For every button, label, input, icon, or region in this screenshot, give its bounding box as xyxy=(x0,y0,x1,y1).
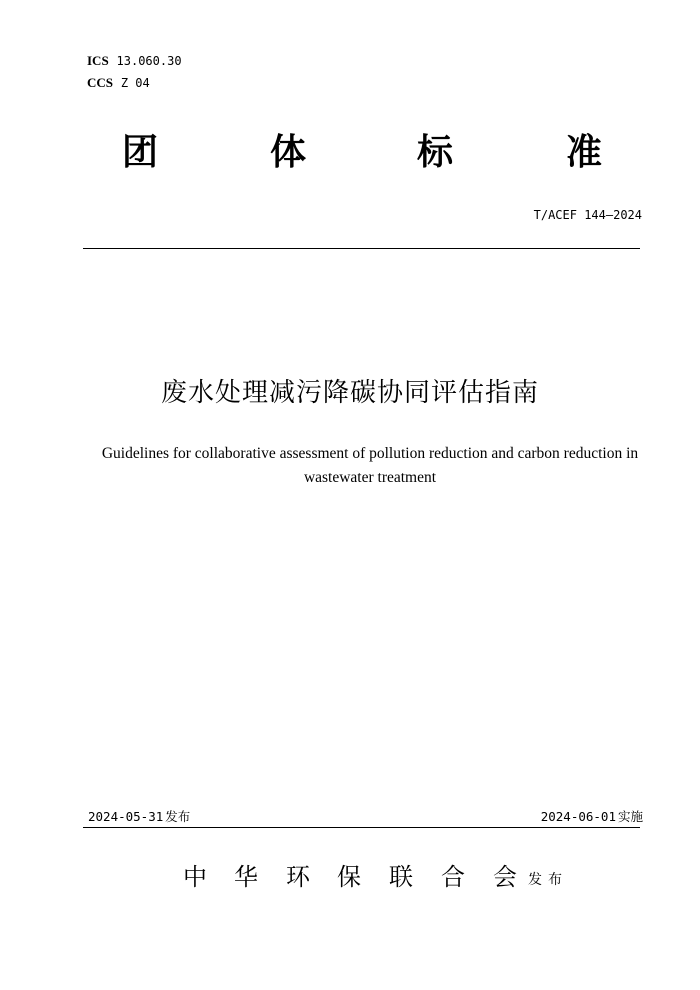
publish-date-value: 2024-05-31 xyxy=(88,809,164,824)
publisher-suffix: 发布 xyxy=(528,872,568,888)
publisher-char: 华 xyxy=(234,863,258,891)
publish-date xyxy=(88,807,190,825)
ccs-code-row xyxy=(87,72,182,94)
standard-type-char: 体 xyxy=(270,132,307,173)
standard-number: T/ACEF 144—2024 xyxy=(533,208,642,222)
top-divider xyxy=(83,248,640,249)
publisher-char: 会 xyxy=(493,863,517,891)
effective-date xyxy=(541,807,643,825)
ics-label: ICS xyxy=(87,53,109,68)
publisher-char: 合 xyxy=(441,863,465,891)
ics-code-row xyxy=(87,50,182,72)
classification-codes xyxy=(87,50,182,94)
standard-type-char: 标 xyxy=(417,132,454,173)
effective-date-value: 2024-06-01 xyxy=(540,809,616,824)
ccs-label: CCS xyxy=(87,75,114,90)
chinese-title: 废水处理减污降碳协同评估指南 xyxy=(160,378,539,408)
ics-value: 13.060.30 xyxy=(116,54,182,68)
english-title: Guidelines for collaborative assessment of pollution reduction and carbon reduction in wastewater treatment xyxy=(101,445,639,486)
publisher-char: 环 xyxy=(286,863,310,891)
standard-type-char: 团 xyxy=(122,132,159,173)
publish-date-word: 发布 xyxy=(165,809,191,824)
publisher xyxy=(0,862,700,896)
publisher-char: 保 xyxy=(337,863,361,891)
publisher-char: 中 xyxy=(183,863,207,891)
effective-date-word: 实施 xyxy=(617,809,643,824)
bottom-divider xyxy=(83,827,640,828)
standard-type-heading xyxy=(84,130,644,180)
standard-type-char: 准 xyxy=(566,132,603,173)
publisher-char: 联 xyxy=(389,863,413,891)
ccs-value: Z 04 xyxy=(120,76,150,90)
